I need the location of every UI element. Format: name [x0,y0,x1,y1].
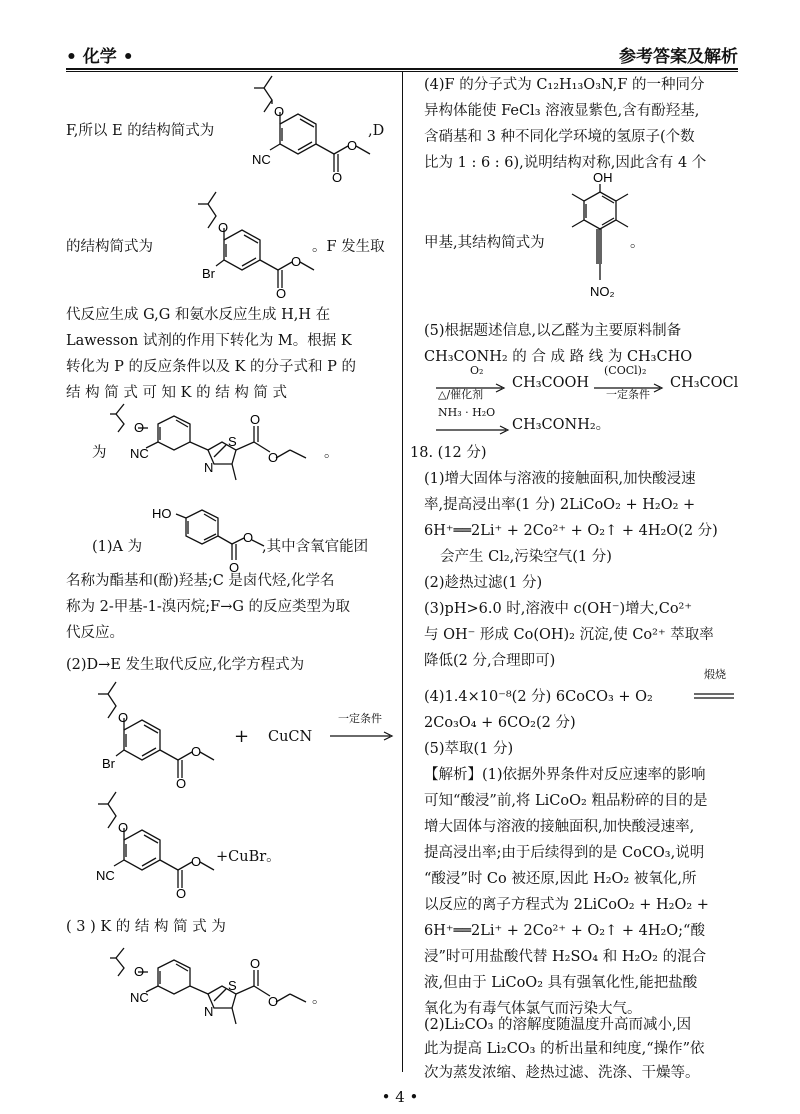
condition-o2: O₂ [470,364,484,377]
text-line: 。 [630,235,645,251]
structure-e-product [96,790,216,900]
svg-text:Br: Br [202,266,215,281]
reagent-cucn: CuCN [268,729,313,745]
svg-text:NC: NC [130,990,149,1005]
text-line: F,所以 E 的结构简式为 [66,123,215,139]
reaction-condition: 一定条件 [338,712,382,725]
text-line: (3)pH>6.0 时,溶液中 c(OH⁻)增大,Co²⁺ [424,601,693,617]
subject-label: • 化学 • [66,47,134,67]
svg-text:O: O [118,820,129,835]
svg-text:O: O [268,450,279,465]
text-line: 次为蒸发浓缩、趁热过滤、洗涤、干燥等。 [424,1065,700,1081]
text-line: CH₃COOH [512,375,590,391]
condition-calcine: 煅烧 [704,668,726,681]
svg-text:O: O [134,420,145,435]
text-line: 以反应的离子方程式为 2LiCoO₂ + H₂O₂ + [424,897,709,913]
svg-text:O: O [176,776,187,790]
text-line: 代反应。 [66,625,124,641]
text-line: 比为 1 : 6 : 6),说明结构对称,因此含有 4 个 [424,155,707,171]
svg-text:NC: NC [252,152,271,167]
text-line: 率,提高浸出率(1 分) 2LiCoO₂ + H₂O₂ + [424,497,696,513]
svg-text:O: O [229,560,240,575]
equals-sign [694,685,736,704]
text-line: (1)A 为 [92,539,143,555]
text-line: 。F 发生取 [312,239,385,255]
text-line: 6H⁺══2Li⁺ + 2Co²⁺ + O₂↑ + 4H₂O;“酸 [424,923,705,939]
text-line: 提高浸出率;由于后续得到的是 CoCO₃,说明 [424,845,705,861]
text-line: 氧化为有毒气体氯气而污染大气。 [424,1001,642,1017]
text-line: 称为 2-甲基-1-溴丙烷;F→G 的反应类型为取 [66,599,351,615]
text-line: 2Co₃O₄ + 6CO₂(2 分) [424,715,576,731]
condition-nh3: NH₃ · H₂O [438,406,496,419]
plus-sign: + [234,726,250,747]
text-line: “酸浸”时 Co 被还原,因此 H₂O₂ 被氧化,所 [424,871,697,887]
condition-other: 一定条件 [606,388,650,401]
text-line: 【解析】(1)依据外界条件对反应速率的影响 [424,767,706,783]
svg-text:Br: Br [102,756,115,771]
text-line: (2)Li₂CO₃ 的溶解度随温度升高而减小,因 [424,1017,692,1033]
structure-k [110,402,320,492]
svg-text:O: O [243,530,254,545]
svg-text:O: O [191,744,202,759]
svg-text:O: O [191,854,202,869]
text-line: (5)根据题述信息,以乙醛为主要原料制备 [424,323,682,339]
text-line: 结 构 简 式 可 知 K 的 结 构 简 式 [66,385,288,401]
text-line: 异构体能使 FeCl₃ 溶液显紫色,含有酚羟基, [424,103,700,119]
page-number: • 4 • [381,1088,419,1106]
text-line: 6H⁺══2Li⁺ + 2Co²⁺ + O₂↑ + 4H₂O(2 分) [424,523,718,539]
text-line: 代反应生成 G,G 和氨水反应生成 H,H 在 [66,307,331,323]
header-rule [66,68,738,70]
text-line: 液,但由于 LiCoO₂ 具有强氧化性,能把盐酸 [424,975,698,991]
text-line: (2)趁热过滤(1 分) [424,575,543,591]
text-line: 可知“酸浸”前,将 LiCoO₂ 粗品粉碎的目的是 [424,793,708,809]
svg-text:S: S [228,978,237,993]
text-line: 会产生 Cl₂,污染空气(1 分) [440,549,612,565]
text-line: Lawesson 试剂的作用下转化为 M。根据 K [66,333,352,349]
svg-text:N: N [204,1004,214,1019]
svg-text:NO₂: NO₂ [590,284,615,299]
svg-text:O: O [332,170,343,184]
text-line: ,D [368,123,385,139]
structure-d-reactant [96,680,216,790]
text-line: +CuBr。 [216,849,281,865]
svg-text:HO: HO [152,506,172,521]
svg-text:S: S [228,434,237,449]
svg-text:O: O [250,956,261,971]
text-line: (2)D→E 发生取代反应,化学方程式为 [66,657,305,673]
text-line: 转化为 P 的反应条件以及 K 的分子式和 P 的 [66,359,356,375]
svg-text:OH: OH [593,170,613,185]
text-line: CH₃CONH₂ 的 合 成 路 线 为 CH₃CHO [424,349,693,365]
svg-text:O: O [291,254,302,269]
svg-text:O: O [118,710,129,725]
text-line: 名称为酯基和(酚)羟基;C 是卤代烃,化学名 [66,573,335,589]
text-line: 。 [312,991,327,1007]
text-line: (4)F 的分子式为 C₁₂H₁₃O₃N,F 的一种同分 [424,77,705,93]
svg-text:O: O [274,104,285,119]
svg-text:O: O [176,886,187,900]
question-18: 18. (12 分) [410,445,487,461]
text-line: 增大固体与溶液的接触面积,加快酸浸速率, [424,819,695,835]
structure-k-answer [110,946,320,1036]
text-line: CH₃CONH₂。 [512,417,611,433]
text-line: 为 [92,445,107,461]
svg-text:O: O [268,994,279,1009]
structure-d [196,190,316,300]
text-line: (5)萃取(1 分) [424,741,514,757]
svg-text:NC: NC [96,868,115,883]
text-line: 降低(2 分,合理即可) [424,653,556,669]
svg-text:NC: NC [130,446,149,461]
svg-text:O: O [134,964,145,979]
text-line: (1)增大固体与溶液的接触面积,加快酸浸速 [424,471,696,487]
svg-text:O: O [218,220,229,235]
text-line: ,其中含氧官能团 [262,539,369,555]
svg-text:N: N [204,460,214,475]
svg-text:O: O [250,412,261,427]
svg-text:O: O [347,138,358,153]
text-line: 甲基,其结构简式为 [424,235,545,251]
svg-text:O: O [276,286,287,300]
text-line: 的结构简式为 [66,239,153,255]
text-line: 。 [324,445,339,461]
condition-cocl2: (COCl)₂ [604,364,647,377]
condition-catalyst: △/催化剂 [438,388,484,401]
text-line: 浸”时可用盐酸代替 H₂SO₄ 和 H₂O₂ 的混合 [424,949,707,965]
page-header [66,40,738,68]
reaction-arrow [330,726,394,745]
header-title: 参考答案及解析 [619,47,738,67]
structure-e [252,74,372,184]
text-line: ( 3 ) K 的 结 构 简 式 为 [66,919,226,935]
text-line: (4)1.4×10⁻⁸(2 分) 6CoCO₃ + O₂ [424,689,653,705]
text-line: 与 OH⁻ 形成 Co(OH)₂ 沉淀,使 Co²⁺ 萃取率 [424,627,714,643]
text-line: 含硝基和 3 种不同化学环境的氢原子(个数 [424,129,695,145]
text-line: CH₃COCl [670,375,739,391]
text-line: 此为提高 Li₂CO₃ 的析出量和纯度,“操作”依 [424,1041,705,1057]
column-divider [402,72,403,1072]
route-arrow [436,420,510,439]
